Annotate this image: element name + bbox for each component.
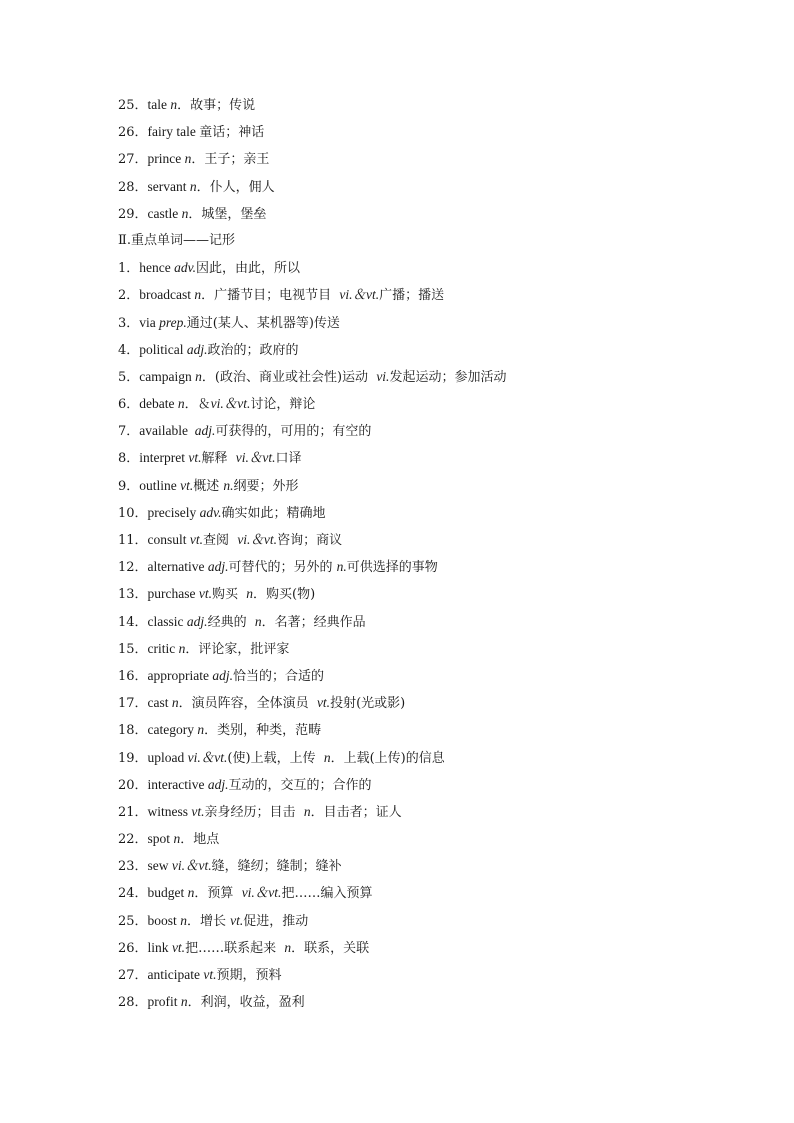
entry-word: classic: [147, 613, 187, 629]
vocab-entry: [118, 802, 758, 829]
entry-word: alternative: [147, 559, 208, 575]
entry-word: critic: [147, 640, 179, 656]
part-of-speech: vt.: [203, 967, 217, 982]
vocab-entry: [118, 313, 758, 340]
entry-word: via: [139, 314, 160, 330]
entry-meaning: ．仆人，佣人: [196, 179, 275, 195]
entry-word: consult: [147, 532, 190, 547]
entry-number: 5．: [118, 369, 140, 385]
entry-number: 1．: [118, 261, 140, 277]
part-of-speech: n: [197, 722, 205, 738]
vocab-entry: [118, 748, 758, 775]
entry-number: 26．: [118, 125, 148, 141]
entry-word: prince: [147, 151, 185, 167]
entry-meaning: 可获得的，可用的；有空的: [215, 424, 372, 440]
entry-word: tale: [147, 97, 171, 112]
entry-word: boost: [147, 912, 181, 928]
vocab-entry: [118, 204, 758, 231]
entry-meaning: 通过(某人、某机器等)传送: [186, 315, 340, 331]
entry-number: 27．: [118, 152, 148, 168]
part-of-speech: vi.＆vt.: [237, 532, 278, 547]
part-of-speech: adj.: [212, 667, 234, 683]
part-of-speech: adv.: [199, 504, 222, 520]
entry-meaning: 政治的；政府的: [207, 342, 299, 358]
part-of-speech: n: [170, 97, 178, 112]
vocab-entry: [118, 421, 758, 448]
entry-meaning: (使)上载，上传: [227, 750, 324, 766]
vocab-entry: [118, 911, 758, 938]
entry-word: precisely: [147, 504, 200, 520]
entry-meaning: ．预算: [194, 886, 242, 902]
entry-meaning: ．故事；传说: [177, 98, 256, 113]
vocabulary-page: [118, 95, 758, 1019]
entry-meaning: ．地点: [180, 832, 220, 848]
entry-meaning: 口译: [275, 451, 302, 467]
entry-meaning: 咨询；商议: [277, 533, 343, 548]
entry-word: broadcast: [139, 287, 195, 303]
vocab-entry: [118, 829, 758, 856]
vocab-entry: [118, 938, 758, 965]
part-of-speech: n: [284, 939, 292, 955]
vocab-entry: [118, 394, 758, 421]
part-of-speech: vi.＆vt.: [241, 885, 282, 901]
entry-number: 2．: [118, 288, 140, 304]
entry-word: profit: [147, 994, 181, 1010]
section-heading: Ⅱ.重点单词——记形: [118, 232, 235, 248]
entry-word: interpret: [139, 450, 189, 466]
part-of-speech: vt.: [230, 912, 244, 928]
entry-word: purchase: [147, 586, 199, 602]
part-of-speech: vt.: [171, 939, 186, 955]
entry-meaning: 促进，推动: [243, 913, 309, 929]
part-of-speech: adj.: [186, 341, 208, 357]
entry-word: servant: [147, 178, 190, 194]
entry-word: upload: [147, 749, 188, 765]
entry-number: 23．: [118, 859, 148, 875]
entry-meaning: 发起运动；参加活动: [389, 369, 507, 385]
part-of-speech: adj.: [207, 776, 229, 792]
vocab-entry: [118, 775, 758, 802]
entry-number: 22．: [118, 832, 148, 848]
entry-meaning: 购买: [212, 587, 247, 603]
vocab-entry: [118, 557, 758, 584]
entry-word: witness: [147, 803, 192, 819]
entry-meaning: 预期，预料: [216, 968, 282, 983]
part-of-speech: n: [189, 178, 197, 194]
part-of-speech: vt.: [188, 450, 202, 466]
entry-meaning: 纲要；外形: [233, 478, 299, 494]
part-of-speech: n.: [336, 559, 347, 575]
entry-meaning: ．＆: [184, 397, 211, 413]
entry-meaning: ．(政治、商业或社会性)运动: [201, 369, 377, 385]
entry-number: 17．: [118, 696, 148, 712]
entry-number: 19．: [118, 750, 148, 766]
entry-number: 21．: [118, 804, 148, 820]
entry-meaning: 因此，由此，所以: [196, 261, 301, 277]
part-of-speech: adj.: [194, 423, 216, 439]
vocab-list-part1: [118, 95, 758, 231]
part-of-speech: vi.＆vt.: [187, 749, 228, 765]
entry-meaning: 确实如此；精确地: [221, 505, 326, 521]
entry-meaning: ．名著；经典作品: [261, 614, 366, 630]
vocab-entry: [118, 149, 758, 176]
entry-meaning: 广播；播送: [379, 288, 445, 304]
part-of-speech: n: [195, 368, 202, 384]
vocab-entry: [118, 584, 758, 611]
entry-number: 10．: [118, 505, 148, 521]
entry-meaning: 解释: [201, 451, 236, 467]
entry-number: 11．: [118, 533, 148, 548]
part-of-speech: vt.: [198, 586, 213, 602]
entry-number: 28．: [118, 179, 148, 195]
entry-word: budget: [147, 885, 188, 901]
entry-word: fairy tale: [147, 124, 200, 140]
entry-number: 15．: [118, 641, 148, 657]
vocab-entry: [118, 503, 758, 530]
entry-number: 27．: [118, 968, 148, 983]
part-of-speech: n: [194, 287, 202, 303]
entry-word: political: [139, 341, 187, 357]
part-of-speech: n: [187, 885, 195, 901]
entry-meaning: 概述: [193, 478, 224, 494]
part-of-speech: vi.＆vt.: [171, 858, 212, 874]
entry-meaning: 可供选择的事物: [346, 560, 438, 576]
part-of-speech: vi.＆vt.: [339, 287, 380, 303]
part-of-speech: vi.＆vt.: [210, 396, 251, 412]
entry-word: castle: [147, 205, 182, 221]
entry-word: appropriate: [147, 667, 213, 683]
entry-number: 18．: [118, 723, 148, 739]
vocab-entry: [118, 693, 758, 720]
vocab-entry: [118, 448, 758, 475]
entry-meaning: 互动的，交互的；合作的: [228, 777, 372, 793]
entry-number: 26．: [118, 940, 148, 956]
vocab-entry: [118, 95, 758, 122]
vocab-entry: [118, 666, 758, 693]
vocab-entry: [118, 530, 758, 557]
entry-number: 16．: [118, 668, 148, 684]
part-of-speech: prep.: [159, 314, 187, 330]
entry-meaning: 投射(光或影): [330, 696, 406, 712]
entry-meaning: 把……编入预算: [281, 886, 373, 902]
entry-word: cast: [147, 695, 172, 711]
entry-meaning: ．王子；亲王: [191, 152, 270, 168]
entry-number: 4．: [118, 342, 140, 358]
entry-number: 7．: [118, 424, 140, 440]
entry-number: 9．: [118, 478, 140, 494]
vocab-entry: [118, 992, 758, 1019]
entry-word: category: [147, 722, 198, 738]
part-of-speech: n: [303, 803, 311, 819]
part-of-speech: n: [180, 994, 188, 1010]
entry-word: campaign: [139, 368, 196, 384]
part-of-speech: n: [177, 396, 185, 412]
entry-word: debate: [139, 396, 178, 412]
vocab-entry: [118, 965, 758, 992]
part-of-speech: n.: [223, 477, 234, 493]
entry-number: 8．: [118, 451, 140, 467]
vocab-entry: [118, 367, 758, 394]
entry-word: available: [139, 423, 195, 439]
entry-meaning: ．利润，收益，盈利: [187, 995, 305, 1011]
vocab-entry: [118, 856, 758, 883]
entry-number: 25．: [118, 98, 148, 113]
entry-number: 3．: [118, 315, 140, 331]
vocab-entry: [118, 476, 758, 503]
part-of-speech: vt.: [180, 477, 194, 493]
entry-meaning: ．城堡，堡垒: [188, 206, 267, 222]
entry-meaning: ．演员阵容，全体演员: [178, 696, 317, 712]
entry-number: 25．: [118, 913, 148, 929]
part-of-speech: n: [173, 831, 181, 847]
part-of-speech: n: [171, 695, 179, 711]
entry-meaning: 童话；神话: [199, 125, 265, 141]
vocab-entry: [118, 177, 758, 204]
part-of-speech: n: [178, 640, 186, 656]
part-of-speech: n: [254, 613, 262, 629]
entry-meaning: 可替代的；另外的: [228, 560, 337, 576]
entry-meaning: ．目击者；证人: [310, 804, 402, 820]
entry-meaning: ．购买(物): [253, 587, 316, 603]
entry-word: hence: [139, 260, 175, 276]
part-of-speech: vt.: [316, 695, 331, 711]
entry-number: 24．: [118, 886, 148, 902]
part-of-speech: n: [323, 749, 331, 765]
entry-meaning: ．广播节目；电视节目: [201, 288, 340, 304]
part-of-speech: vt.: [189, 532, 204, 547]
vocab-entry: [118, 285, 758, 312]
entry-meaning: 缝，缝纫；缝制；缝补: [211, 859, 342, 875]
part-of-speech: vt.: [191, 803, 205, 819]
vocab-entry: [118, 720, 758, 747]
vocab-entry: [118, 122, 758, 149]
vocab-entry: [118, 639, 758, 666]
vocab-list-key-words: [118, 258, 758, 1019]
entry-number: 28．: [118, 995, 148, 1011]
vocab-entry: [118, 340, 758, 367]
entry-number: 6．: [118, 397, 140, 413]
entry-meaning: 讨论，辩论: [250, 397, 316, 413]
entry-meaning: ．上载(上传)的信息: [330, 750, 445, 766]
entry-word: anticipate: [147, 967, 204, 982]
entry-meaning: 查阅: [203, 533, 238, 548]
entry-meaning: ．联系，关联: [291, 940, 370, 956]
part-of-speech: n: [246, 586, 254, 602]
part-of-speech: vi.＆vt.: [235, 450, 276, 466]
entry-number: 13．: [118, 587, 148, 603]
vocab-entry: [118, 258, 758, 285]
vocab-entry: [118, 612, 758, 639]
part-of-speech: adv.: [174, 260, 197, 276]
part-of-speech: adj.: [207, 559, 229, 575]
part-of-speech: n: [184, 151, 192, 167]
entry-word: sew: [147, 858, 172, 874]
entry-meaning: 亲身经历；目击: [204, 804, 304, 820]
entry-meaning: ．类别，种类，范畴: [204, 723, 322, 739]
entry-meaning: ．评论家，批评家: [185, 641, 290, 657]
entry-meaning: 把……联系起来: [185, 940, 285, 956]
entry-word: interactive: [147, 776, 208, 792]
entry-word: link: [147, 939, 172, 955]
entry-number: 12．: [118, 560, 148, 576]
entry-meaning: 恰当的；合适的: [233, 668, 325, 684]
part-of-speech: n: [180, 912, 187, 928]
entry-number: 14．: [118, 614, 148, 630]
part-of-speech: vi.: [376, 368, 390, 384]
part-of-speech: n: [181, 205, 189, 221]
vocab-entry: [118, 883, 758, 910]
entry-number: 29．: [118, 206, 148, 222]
entry-number: 20．: [118, 777, 148, 793]
entry-meaning: 经典的: [207, 614, 255, 630]
entry-meaning: ．增长: [186, 913, 231, 929]
entry-word: spot: [147, 831, 174, 847]
part-of-speech: adj.: [186, 613, 208, 629]
entry-word: outline: [139, 477, 181, 493]
